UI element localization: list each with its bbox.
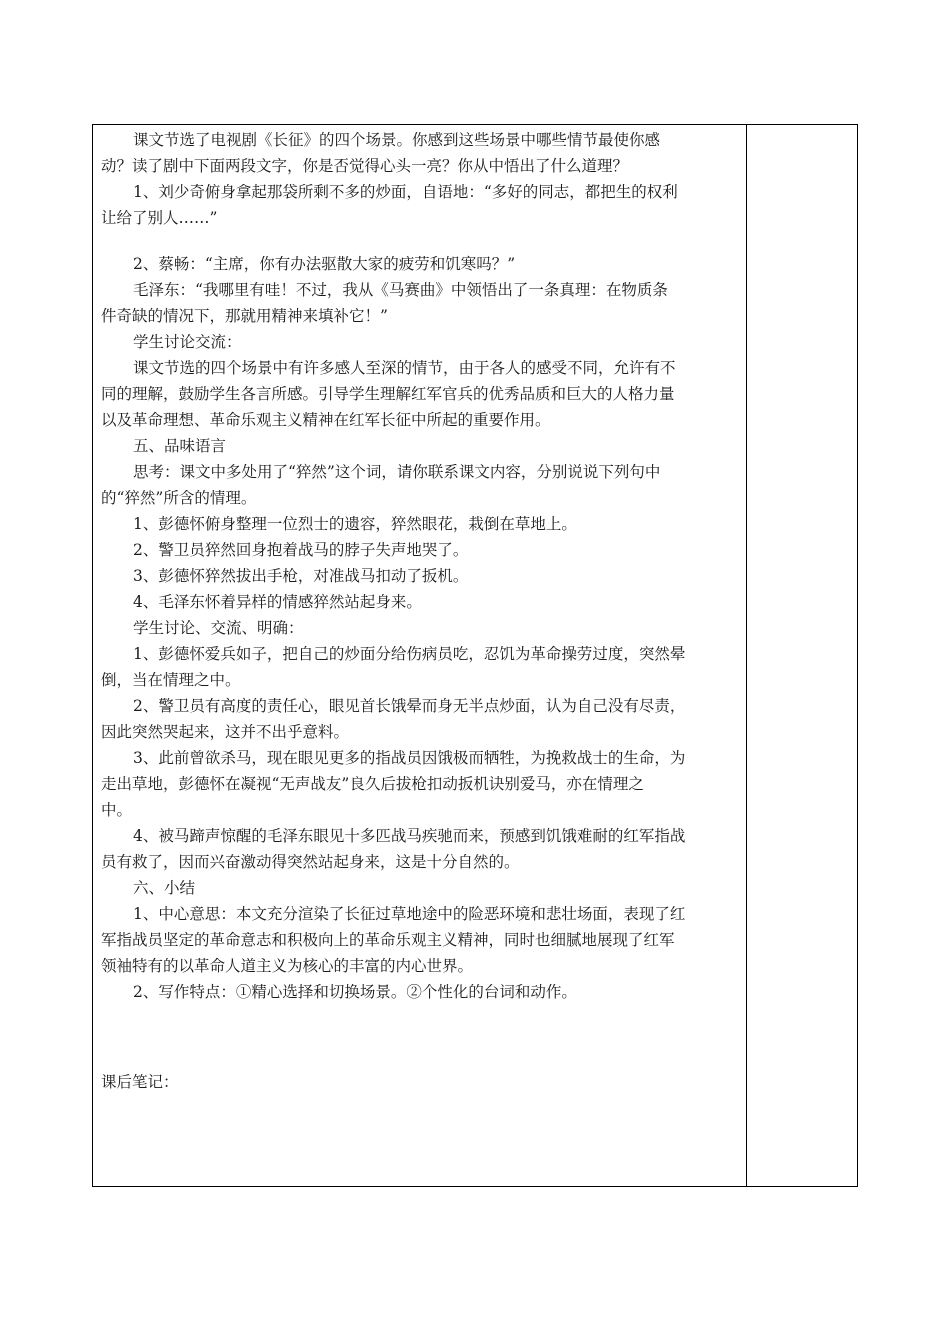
list-item: 2、警卫员猝然回身抱着战马的脖子失声地哭了。 — [133, 541, 469, 559]
list-item: 2、写作特点：①精心选择和切换场景。②个性化的台词和动作。 — [133, 983, 577, 1001]
list-item: 领袖特有的以革命人道主义为核心的丰富的内心世界。 — [101, 957, 474, 975]
list-item: 1、彭德怀爱兵如子，把自己的炒面分给伤病员吃，忍饥为革命操劳过度，突然晕 — [133, 645, 686, 663]
lesson-content — [101, 127, 741, 1095]
column-divider — [746, 125, 747, 1186]
quote-line: 1、刘少奇俯身拿起那袋所剩不多的炒面，自语地：“多好的同志，都把生的权利 — [133, 183, 678, 201]
list-item: 员有救了，因而兴奋激动得突然站起身来，这是十分自然的。 — [101, 853, 520, 871]
paragraph-line: 动？读了剧中下面两段文字，你是否觉得心头一亮？你从中悟出了什么道理？ — [101, 157, 629, 175]
list-item: 3、彭德怀猝然拔出手枪，对准战马扣动了扳机。 — [133, 567, 469, 585]
paragraph-line: 课文节选了电视剧《长征》的四个场景。你感到这些场景中哪些情节最使你感 — [133, 131, 661, 149]
discussion-heading: 学生讨论交流： — [133, 333, 242, 351]
section-heading: 六、小结 — [133, 879, 196, 897]
paragraph-line: 同的理解，鼓励学生各言所感。引导学生理解红军官兵的优秀品质和巨大的人格力量 — [101, 385, 675, 403]
list-item: 军指战员坚定的革命意志和积极向上的革命乐观主义精神，同时也细腻地展现了红军 — [101, 931, 675, 949]
paragraph-line: 的“猝然”所含的情理。 — [101, 489, 257, 507]
list-item: 中。 — [101, 801, 133, 819]
quote-line: 让给了别人……” — [101, 209, 218, 227]
list-item: 因此突然哭起来，这并不出乎意料。 — [101, 723, 350, 741]
notes-label: 课后笔记： — [101, 1073, 179, 1091]
list-item: 2、警卫员有高度的责任心，眼见首长饿晕而身无半点炒面，认为自己没有尽责， — [133, 697, 686, 715]
discussion-heading: 学生讨论、交流、明确： — [133, 619, 304, 637]
list-item: 3、此前曾欲杀马，现在眼见更多的指战员因饿极而牺牲，为挽救战士的生命，为 — [133, 749, 686, 767]
paragraph-line: 课文节选的四个场景中有许多感人至深的情节，由于各人的感受不同，允许有不 — [133, 359, 676, 377]
list-item: 4、被马蹄声惊醒的毛泽东眼见十多匹战马疾驰而来，预感到饥饿难耐的红军指战 — [133, 827, 686, 845]
quote-line: 2、蔡畅：“主席，你有办法驱散大家的疲劳和饥寒吗？” — [133, 255, 516, 273]
paragraph-line: 以及革命理想、革命乐观主义精神在红军长征中所起的重要作用。 — [101, 411, 551, 429]
list-item: 1、彭德怀俯身整理一位烈士的遗容，猝然眼花，栽倒在草地上。 — [133, 515, 577, 533]
paragraph-line: 思考：课文中多处用了“猝然”这个词，请你联系课文内容，分别说说下列句中 — [133, 463, 661, 481]
lesson-table — [92, 124, 858, 1187]
quote-line: 毛泽东：“我哪里有哇！不过，我从《马赛曲》中领悟出了一条真理：在物质条 — [133, 281, 668, 299]
list-item: 倒，当在情理之中。 — [101, 671, 241, 689]
quote-line: 件奇缺的情况下，那就用精神来填补它！” — [101, 307, 388, 325]
section-heading: 五、品味语言 — [133, 437, 227, 455]
list-item: 走出草地，彭德怀在凝视“无声战友”良久后拔枪扣动扳机诀别爱马，亦在情理之 — [101, 775, 644, 793]
list-item: 1、中心意思：本文充分渲染了长征过草地途中的险恶环境和悲壮场面，表现了红 — [133, 905, 686, 923]
list-item: 4、毛泽东怀着异样的情感猝然站起身来。 — [133, 593, 422, 611]
